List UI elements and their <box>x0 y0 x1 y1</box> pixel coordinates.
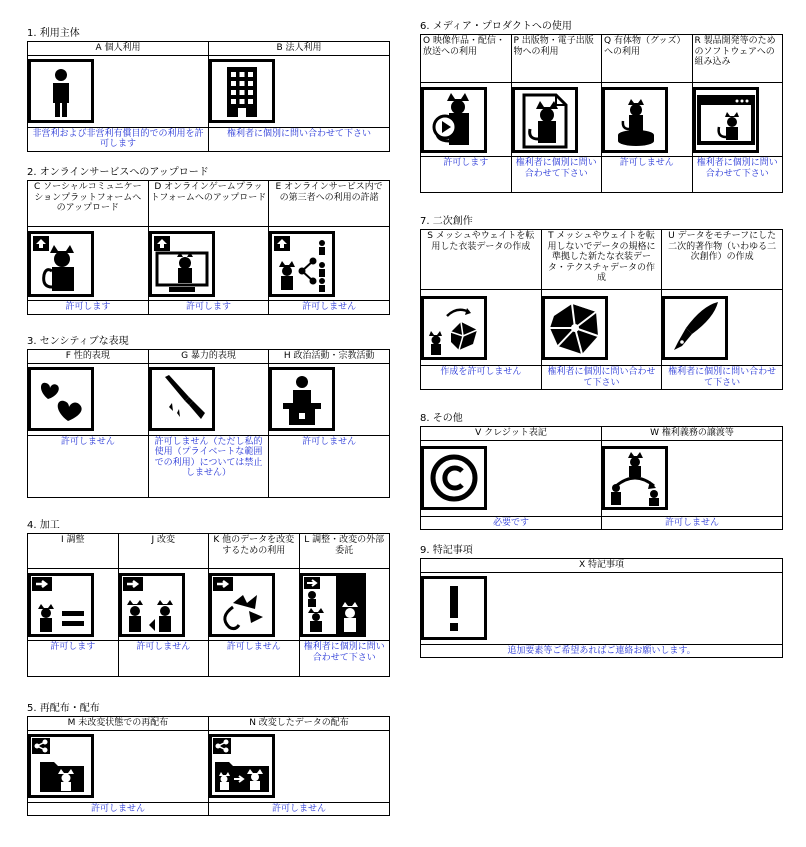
license-table <box>27 349 390 498</box>
section-usage-subject <box>27 28 390 152</box>
status-text: 権利者に個別に問い合わせて下さい <box>209 127 390 151</box>
video-icon <box>421 87 511 153</box>
license-table <box>27 41 390 152</box>
use-for-modify-icon <box>209 573 299 637</box>
item-label: B 法人利用 <box>209 42 390 56</box>
status-text: 許可しません（ただし私的使用（プライベートな範囲での利用）については禁止しません） <box>148 435 269 497</box>
status-text: 許可しません <box>602 157 693 193</box>
section-title: 4. 加工 <box>27 520 60 531</box>
section-online-upload <box>27 167 390 315</box>
section-title: 2. オンラインサービスへのアップロード <box>27 167 209 178</box>
publication-icon <box>512 87 602 153</box>
section-title: 1. 利用主体 <box>27 28 80 39</box>
status-text: 権利者に個別に問い合わせて下さい <box>541 366 662 390</box>
section-sensitive-expression <box>27 336 390 498</box>
status-text: 許可しません <box>28 435 149 497</box>
mesh-icon <box>421 296 541 360</box>
section-other <box>420 413 783 530</box>
status-text: 許可しません <box>602 516 783 530</box>
item-label: S メッシュやウェイトを転用した衣装データの作成 <box>421 230 542 290</box>
status-text: 許可します <box>28 641 119 677</box>
status-text: 許可しません <box>209 641 300 677</box>
license-table <box>27 533 390 677</box>
section-processing <box>27 520 390 677</box>
item-label: I 調整 <box>28 534 119 569</box>
modify-icon <box>119 573 209 637</box>
item-label: K 他のデータを改変するための利用 <box>209 534 300 569</box>
item-label: E オンラインサービス内での第三者への利用の許諾 <box>269 181 390 227</box>
section-media-product <box>420 21 783 193</box>
license-table <box>420 34 783 193</box>
software-icon <box>693 87 783 153</box>
hearts-icon <box>28 367 148 431</box>
goods-icon <box>602 87 692 153</box>
item-label: C ソーシャルコミュニケーションプラットフォームへのアップロード <box>28 181 149 227</box>
podium-icon <box>269 367 389 431</box>
status-text: 非営利および非営利有償目的での利用を許可します <box>28 127 209 151</box>
license-table <box>420 426 783 530</box>
outsource-icon <box>300 573 390 637</box>
item-label: W 権利義務の譲渡等 <box>602 427 783 441</box>
item-label: V クレジット表記 <box>421 427 602 441</box>
item-label: O 映像作品・配信・放送への利用 <box>421 35 512 83</box>
status-text: 権利者に個別に問い合わせて下さい <box>662 366 783 390</box>
item-label: N 改変したデータの配布 <box>209 717 390 731</box>
license-table <box>420 229 783 390</box>
status-text: 許可しません <box>28 802 209 816</box>
status-text: 作成を許可しません <box>421 366 542 390</box>
item-label: P 出版物・電子出版物への利用 <box>511 35 602 83</box>
redistribute-icon <box>28 734 208 798</box>
status-text: 許可します <box>421 157 512 193</box>
item-label: G 暴力的表現 <box>148 350 269 364</box>
section-title: 5. 再配布・配布 <box>27 703 100 714</box>
section-special-notes <box>420 545 783 658</box>
item-label: F 性的表現 <box>28 350 149 364</box>
status-text: 許可しません <box>269 301 390 315</box>
status-text: 権利者に個別に問い合わせて下さい <box>299 641 390 677</box>
status-text: 許可します <box>28 301 149 315</box>
item-label: R 製品開発等のためのソフトウェアへの組み込み <box>692 35 783 83</box>
exclamation-icon <box>421 576 782 640</box>
status-text: 許可しません <box>209 802 390 816</box>
status-text: 権利者に個別に問い合わせて下さい <box>692 157 783 193</box>
person-icon <box>28 59 208 123</box>
upload-game-icon <box>149 231 269 297</box>
section-title: 9. 特記事項 <box>420 545 473 556</box>
section-title: 3. センシティブな表現 <box>27 336 129 347</box>
section-title: 8. その他 <box>420 413 463 424</box>
item-label: X 特記事項 <box>421 559 783 573</box>
item-label: A 個人利用 <box>28 42 209 56</box>
status-text: 権利者に個別に問い合わせて下さい <box>511 157 602 193</box>
item-label: L 調整・改変の外部委託 <box>299 534 390 569</box>
item-label: Q 有体物（グッズ）への利用 <box>602 35 693 83</box>
status-text: 追加要素等ご希望あればご連絡お願いします。 <box>421 644 783 658</box>
adjust-icon <box>28 573 118 637</box>
building-icon <box>209 59 389 123</box>
item-label: M 未改変状態での再配布 <box>28 717 209 731</box>
texture-icon <box>542 296 662 360</box>
section-title: 6. メディア・プロダクトへの使用 <box>420 21 572 32</box>
item-label: T メッシュやウェイトを転用しないでデータの規格に準拠した新たな衣装データ・テクスチャデータの作成 <box>541 230 662 290</box>
status-text: 許可します <box>148 301 269 315</box>
license-table <box>27 716 390 816</box>
item-label: H 政治活動・宗教活動 <box>269 350 390 364</box>
upload-share-icon <box>269 231 389 297</box>
section-derivative <box>420 216 783 390</box>
knife-icon <box>149 367 269 431</box>
section-title: 7. 二次創作 <box>420 216 473 227</box>
copyright-icon <box>421 446 601 510</box>
status-text: 許可しません <box>269 435 390 497</box>
item-label: J 改変 <box>118 534 209 569</box>
item-label: D オンラインゲームプラットフォームへのアップロード <box>148 181 269 227</box>
status-text: 必要です <box>421 516 602 530</box>
item-label: U データをモチーフにした二次的著作物（いわゆる二次創作）の作成 <box>662 230 783 290</box>
distribute-modified-icon <box>209 734 389 798</box>
license-table <box>27 180 390 315</box>
license-table <box>420 558 783 658</box>
section-redistribution <box>27 703 390 816</box>
status-text: 許可しません <box>118 641 209 677</box>
upload-social-icon <box>28 231 148 297</box>
transfer-icon <box>602 446 782 510</box>
pen-icon <box>662 296 782 360</box>
